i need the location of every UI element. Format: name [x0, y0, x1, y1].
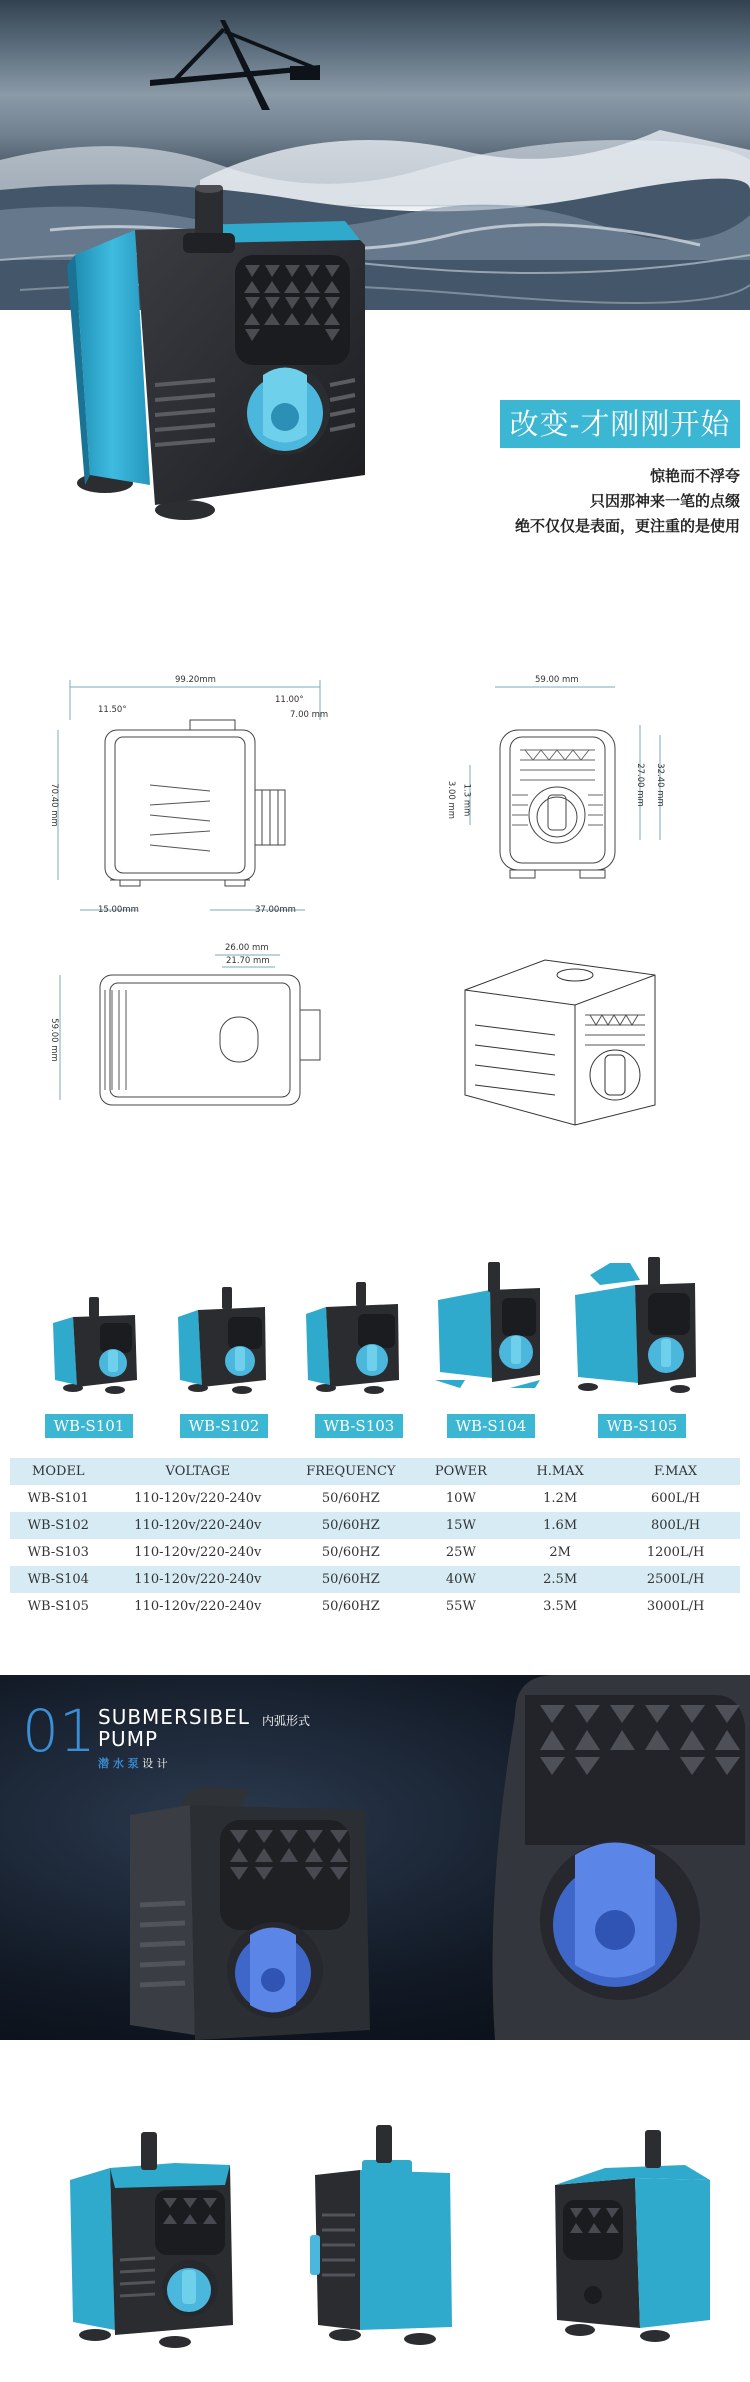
front-view-diagram [440, 665, 690, 905]
table-row [10, 1512, 740, 1539]
col-voltage: VOLTAGE [165, 1464, 231, 1479]
pump-s101-image [45, 1295, 145, 1395]
cell: 50/60HZ [321, 1599, 380, 1614]
isometric-diagram [455, 955, 665, 1130]
feature-title-line1: SUBMERSIBEL [98, 1705, 250, 1729]
cell: WB-S101 [27, 1491, 89, 1506]
cell: 110-120v/220-240v [134, 1518, 262, 1533]
cell: 25W [445, 1545, 476, 1560]
cell: 2M [549, 1545, 571, 1560]
cell: 110-120v/220-240v [134, 1491, 262, 1506]
pump-closeup-image [455, 1675, 750, 2040]
side-height-label: 70.40 mm [48, 783, 59, 827]
model-tag-s102: WB-S102 [180, 1414, 268, 1438]
cell: WB-S105 [27, 1599, 89, 1614]
front-right-b-label: 32.40 mm [654, 763, 665, 807]
pump-s103-image [298, 1280, 408, 1395]
pump-side-image [300, 2125, 465, 2350]
front-left-a-label: 3.00 mm [446, 780, 457, 820]
pump-s102-image [170, 1285, 275, 1395]
cell: WB-S103 [27, 1545, 89, 1560]
cell: 50/60HZ [321, 1545, 380, 1560]
spec-table [10, 1458, 740, 1620]
side-angle-right-label: 11.00° [275, 695, 304, 705]
table-row [10, 1485, 740, 1512]
cell: 600L/H [650, 1491, 701, 1506]
cell: WB-S104 [27, 1572, 89, 1587]
slogan-banner: 改变-才刚刚开始 [500, 400, 740, 448]
cell: 15W [445, 1518, 476, 1533]
cell: 3000L/H [646, 1599, 705, 1614]
col-fmax: F.MAX [654, 1464, 698, 1479]
model-tag-s105: WB-S105 [598, 1414, 686, 1438]
cell: 110-120v/220-240v [134, 1599, 262, 1614]
side-view-diagram [50, 665, 340, 925]
model-tag-s101: WB-S101 [45, 1414, 133, 1438]
cell: 10W [445, 1491, 476, 1506]
pump-back-angle-image [545, 2130, 720, 2345]
feature-section [0, 1675, 750, 2040]
tagline-3: 绝不仅仅是表面，更注重的是使用 [514, 517, 740, 535]
cell: 1.6M [543, 1518, 578, 1533]
cell: 800L/H [650, 1518, 701, 1533]
spec-header-row [10, 1458, 740, 1485]
feature-number: 01 [22, 1697, 96, 1765]
tagline-1: 惊艳而不浮夸 [649, 467, 740, 485]
col-model: MODEL [32, 1464, 85, 1479]
col-frequency: FREQUENCY [306, 1464, 396, 1479]
side-bottom-left-label: 15.00mm [98, 905, 139, 915]
front-left-b-label: 1.3 mm [461, 783, 472, 817]
table-row [10, 1539, 740, 1566]
cell: 2.5M [543, 1572, 578, 1587]
hero-pump-image [55, 185, 385, 525]
crane-silhouette [150, 20, 320, 110]
cell: 55W [445, 1599, 476, 1614]
side-gap-label: 7.00 mm [290, 710, 329, 720]
col-power: POWER [434, 1464, 487, 1479]
side-width-label: 99.20mm [175, 675, 216, 685]
top-view-diagram [50, 935, 340, 1115]
pump-front-angle-image [55, 2130, 245, 2350]
feature-sub-white: 设 计 [142, 1757, 168, 1770]
tagline-2: 只因那神来一笔的点缀 [589, 492, 740, 510]
cell: 50/60HZ [321, 1491, 380, 1506]
cell: 40W [445, 1572, 476, 1587]
cell: 50/60HZ [321, 1572, 380, 1587]
cell: 1200L/H [646, 1545, 705, 1560]
cell: 3.5M [543, 1599, 578, 1614]
cell: 50/60HZ [321, 1518, 380, 1533]
model-tag-s104: WB-S104 [447, 1414, 535, 1438]
cell: 1.2M [543, 1491, 578, 1506]
table-row [10, 1593, 740, 1620]
front-right-a-label: 27.00 mm [634, 763, 645, 807]
top-height-label: 59.00 mm [48, 1018, 59, 1062]
model-tag-s103: WB-S103 [315, 1414, 403, 1438]
front-width-label: 59.00 mm [535, 675, 579, 685]
feature-sub-blue: 潜 水 泵 [98, 1757, 139, 1770]
cell: WB-S102 [27, 1518, 89, 1533]
cell: 110-120v/220-240v [134, 1545, 262, 1560]
top-inner-label: 21.70 mm [226, 956, 270, 966]
cell: 2500L/H [646, 1572, 705, 1587]
feature-title-line2: PUMP [98, 1727, 159, 1751]
pump-s104-image [430, 1260, 550, 1395]
pump-feature-image [110, 1785, 380, 2040]
col-hmax: H.MAX [536, 1464, 584, 1479]
side-bottom-right-label: 37.00mm [255, 905, 296, 915]
top-outer-label: 26.00 mm [225, 943, 269, 953]
side-angle-left-label: 11.50° [98, 705, 127, 715]
cell: 110-120v/220-240v [134, 1572, 262, 1587]
pump-s105-image [570, 1255, 705, 1395]
feature-tag: 内弧形式 [262, 1714, 311, 1728]
table-row [10, 1566, 740, 1593]
feature-subtitle [98, 1755, 168, 1771]
